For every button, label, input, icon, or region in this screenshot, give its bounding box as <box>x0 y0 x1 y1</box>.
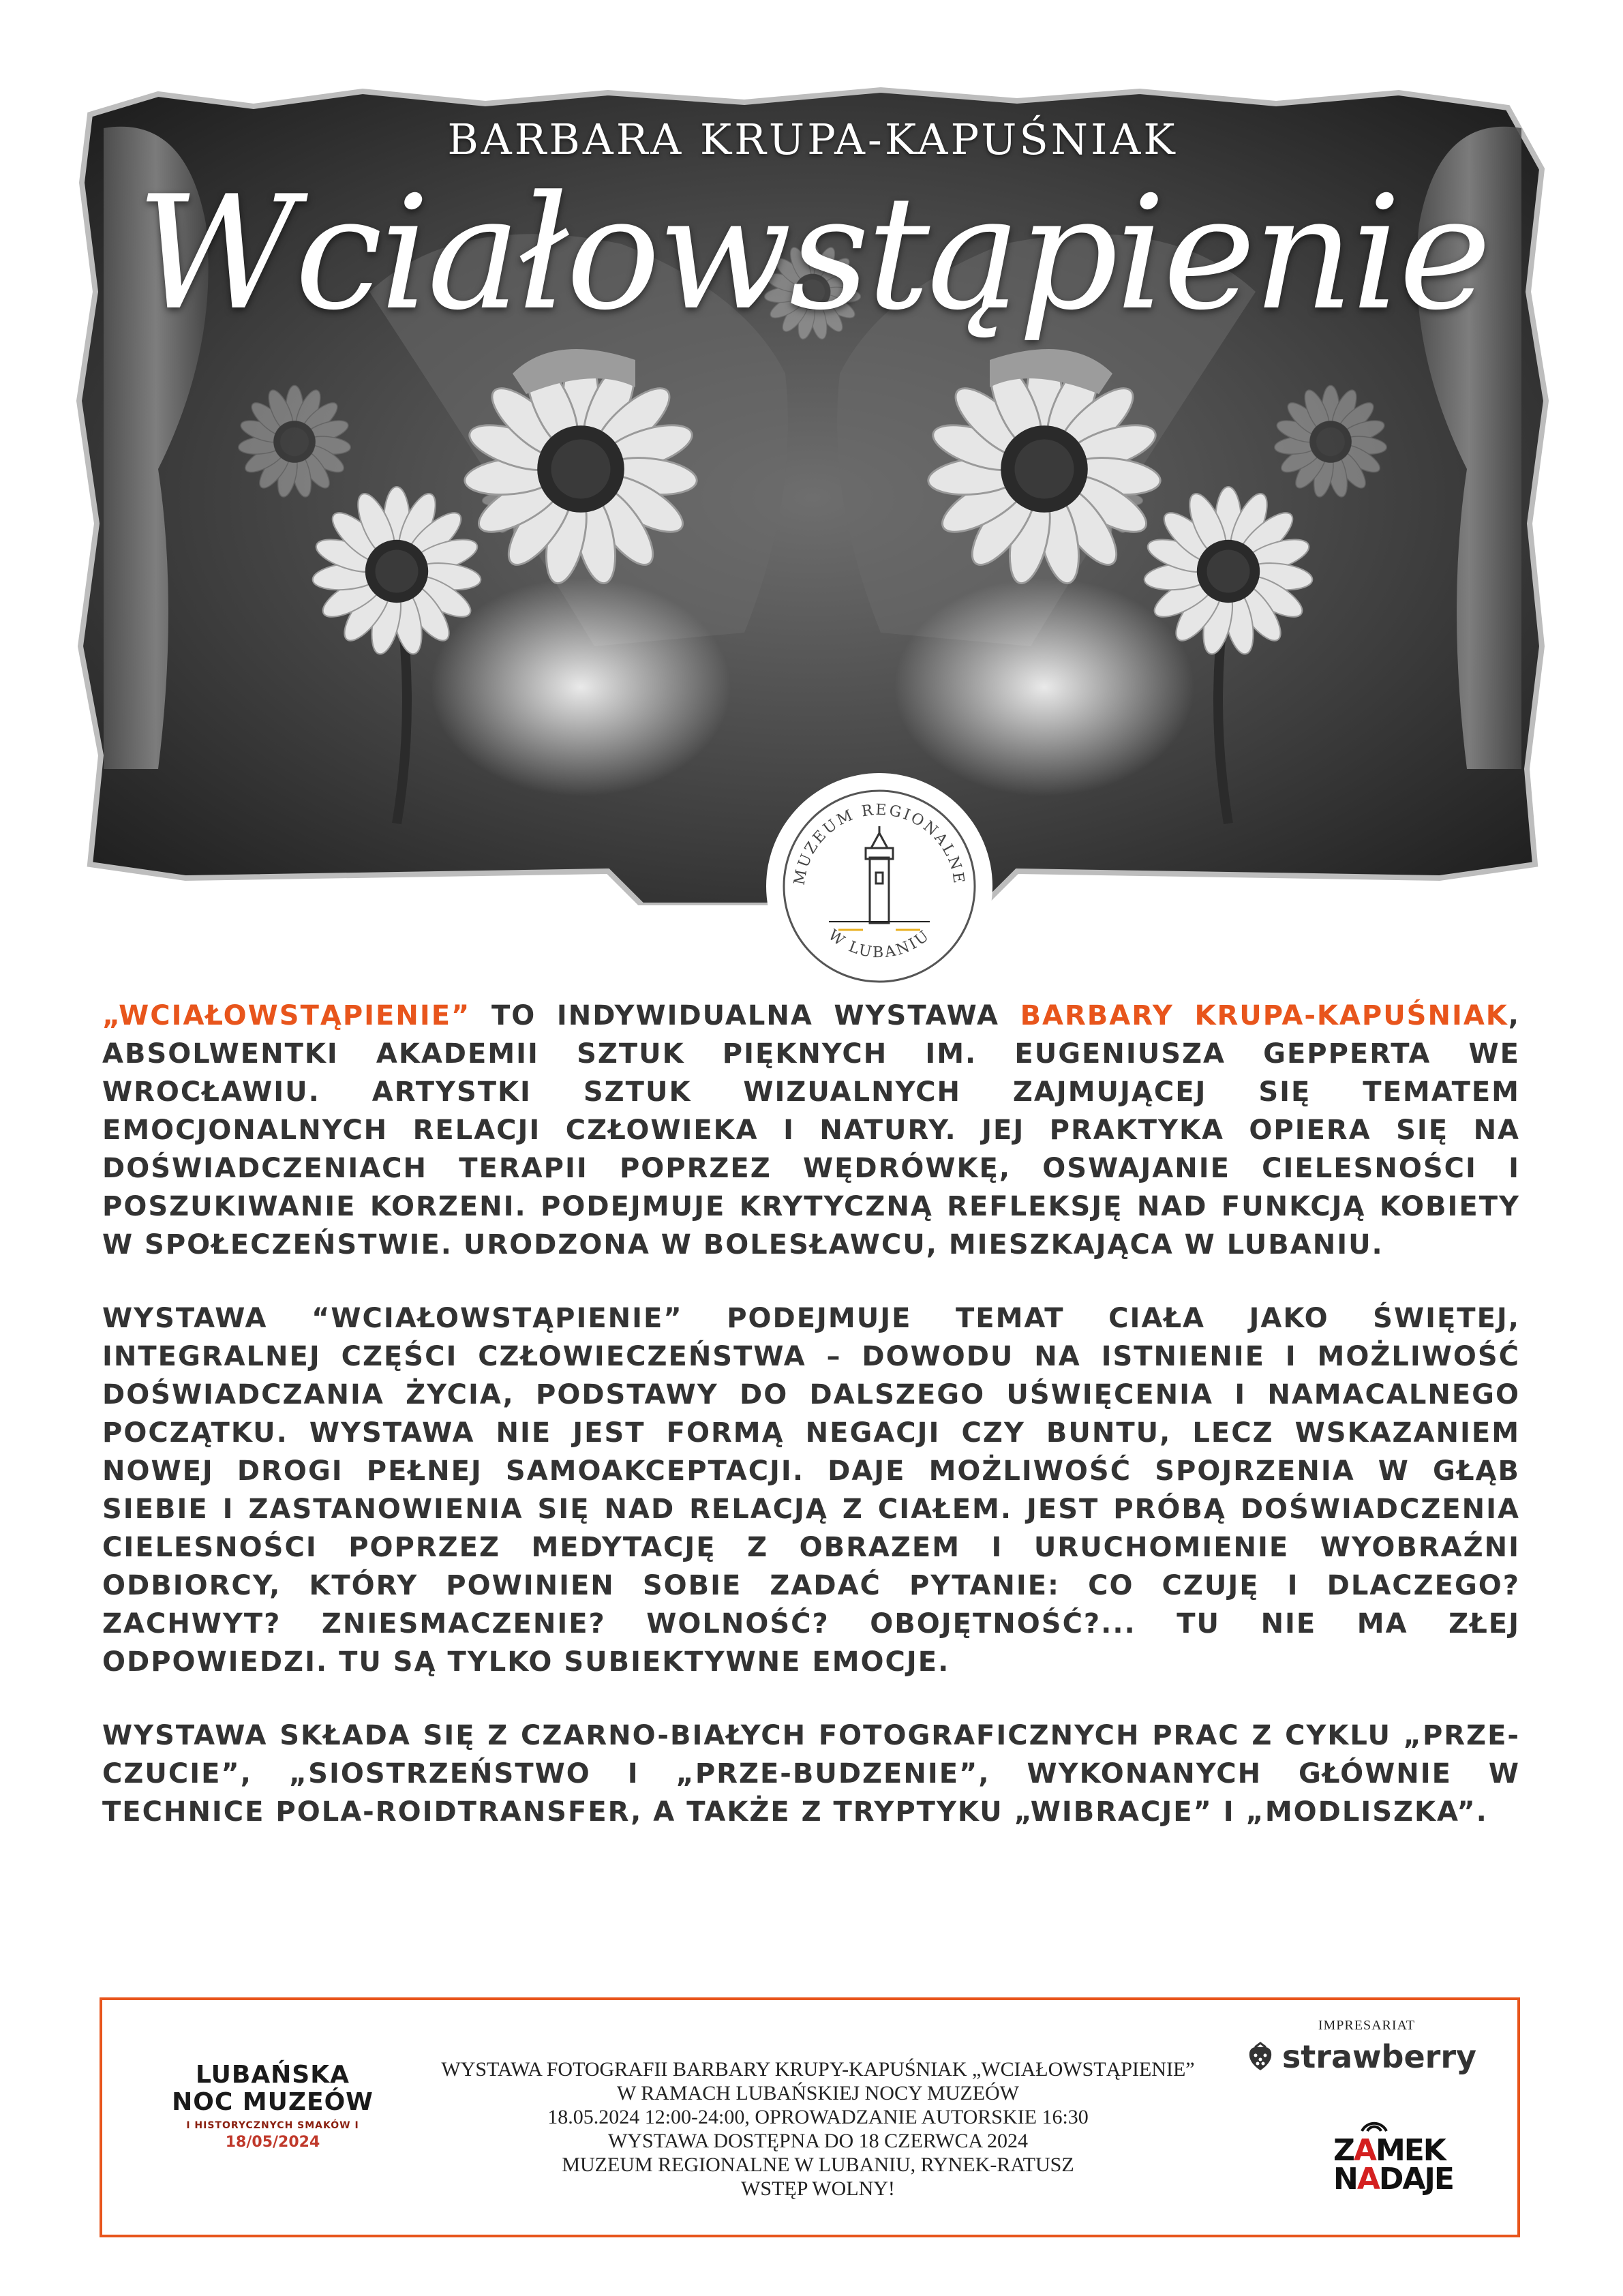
event-detail-line: WSTĘP WOLNY! <box>741 2177 895 2200</box>
event-logo <box>143 2061 402 2151</box>
partner-logo-text: A <box>1353 2133 1376 2168</box>
tower-icon <box>866 826 893 923</box>
sponsor-label: IMPRESARIAT <box>1318 2018 1415 2033</box>
sponsor-logo <box>1244 2038 1476 2075</box>
event-detail-line: WYSTAWA DOSTĘPNA DO 18 CZERWCA 2024 <box>607 2130 1029 2152</box>
exhibit-title: Wciałowstąpienie <box>136 163 1489 345</box>
footer-info-box <box>100 1997 1520 2237</box>
broadcast-icon <box>1354 2116 1395 2134</box>
partner-logo-text: A <box>1356 2162 1379 2196</box>
artist-name-mention: BARBARY KRUPA-KAPUŚNIAK <box>1020 1000 1508 1031</box>
intro-text-b: , ABSOLWENTKI AKADEMII SZTUK PIĘKNYCH IM. EUGENIUSZA GEPPERTA WE WROCŁAWIU. ARTYSTKI SZTUK WIZUALNYCH ZAJMUJĄCEJ SIĘ TEMATEM EMOCJONALNYCH RELACJI CZŁOWIEKA I NATURY. JEJ PRAKTYKA OPIERA SIĘ NA DOŚWIADCZENIACH TERAPII POPRZEZ WĘDRÓWKĘ, OSWAJANIE CIELESNOŚCI I POSZUKIWANIE KORZENI. PODEJMUJE KRYTYCZNĄ REFLEKSJĘ NAD FUNKCJĄ KOBIETY W SPOŁECZEŃSTWIE. URODZONA W BOLESŁAWCU, MIESZKAJĄCA W LUBANIU. <box>102 1000 1520 1260</box>
event-detail-line: MUZEUM REGIONALNE W LUBANIU, RYNEK-RATUSZ <box>562 2154 1074 2176</box>
event-logo-line1: LUBAŃSKA <box>195 2061 350 2089</box>
sponsor-name: strawberry <box>1281 2038 1476 2075</box>
paragraph-concept: WYSTAWA “WCIAŁOWSTĄPIENIE” PODEJMUJE TEMAT CIAŁA JAKO ŚWIĘTEJ, INTEGRALNEJ CZĘŚCI CZŁOWIECZEŃSTWA – DOWODU NA ISTNIENIE I MOŻLIWOŚĆ DOŚWIADCZANIA ŻYCIA, PODSTAWY DO DALSZEGO UŚWIĘCENIA I NAMACALNEGO POCZĄTKU. WYSTAWA NIE JEST FORMĄ NEGACJI CZY BUNTU, LECZ WSKAZANIEM NOWEJ DROGI PEŁNEJ SAMOAKCEPTACJI. DAJE MOŻLIWOŚĆ SPOJRZENIA W GŁĄB SIEBIE I ZASTANOWIENIA SIĘ NAD RELACJĄ Z CIAŁEM. JEST PRÓBĄ DOŚWIADCZENIA CIELESNOŚCI POPRZEZ MEDYTACJĘ Z OBRAZEM I URUCHOMIENIE WYOBRAŹNI ODBIORCY, KTÓRY POWINIEN SOBIE ZADAĆ PYTANIE: CO CZUJĘ I DLACZEGO? ZACHWYT? ZNIESMACZENIE? WOLNOŚĆ? OBOJĘTNOŚĆ?... TU NIE MA ZŁEJ ODPOWIEDZI. TU SĄ TYLKO SUBIEKTYWNE EMOCJE. <box>102 1303 1520 1678</box>
partner-logo-text: N <box>1333 2162 1357 2196</box>
paragraph-intro <box>102 997 1520 1264</box>
exhibit-title-mention: „WCIAŁOWSTĄPIENIE” <box>102 1000 471 1031</box>
paragraph-works: WYSTAWA SKŁADA SIĘ Z CZARNO-BIAŁYCH FOTOGRAFICZNYCH PRAC Z CYKLU „PRZE-CZUCIE”, „SIOSTRZEŃSTWO I „PRZE-BUDZENIE”, WYKONANYCH GŁÓWNIE W TECHNICE POLA-ROIDTRANSFER, A TAKŻE Z TRYPTYKU „WIBRACJE” I „MODLISZKA”. <box>102 1720 1520 1828</box>
event-details <box>395 2057 1241 2201</box>
partner-logo <box>1333 2116 1453 2196</box>
museum-logo <box>770 777 988 995</box>
partner-logo-text: MEK <box>1375 2133 1445 2168</box>
description <box>102 997 1520 1867</box>
event-logo-line3: I HISTORYCZNYCH SMAKÓW I <box>186 2120 359 2131</box>
partner-logo-text: Z <box>1333 2133 1354 2168</box>
museum-logo-top-text: MUZEUM REGIONALNE <box>791 801 968 887</box>
event-detail-line: WYSTAWA FOTOGRAFII BARBARY KRUPY-KAPUŚNIAK „WCIAŁOWSTĄPIENIE” <box>441 2058 1195 2081</box>
strawberry-icon <box>1244 2040 1277 2073</box>
event-detail-line: 18.05.2024 12:00-24:00, OPROWADZANIE AUTORSKIE 16:30 <box>547 2106 1089 2128</box>
hero-photo <box>76 87 1549 962</box>
intro-text-a: TO INDYWIDUALNA WYSTAWA <box>470 1000 1020 1031</box>
artist-name: BARBARA KRUPA-KAPUŚNIAK <box>447 115 1178 164</box>
museum-logo-bottom-text: W LUBANIU <box>825 926 934 962</box>
partner-logo-text: DAJE <box>1378 2162 1453 2196</box>
event-logo-date: 18/05/2024 <box>225 2134 320 2151</box>
event-logo-line2: NOC MUZEÓW <box>172 2088 374 2116</box>
event-detail-line: W RAMACH LUBAŃSKIEJ NOCY MUZEÓW <box>617 2082 1019 2104</box>
